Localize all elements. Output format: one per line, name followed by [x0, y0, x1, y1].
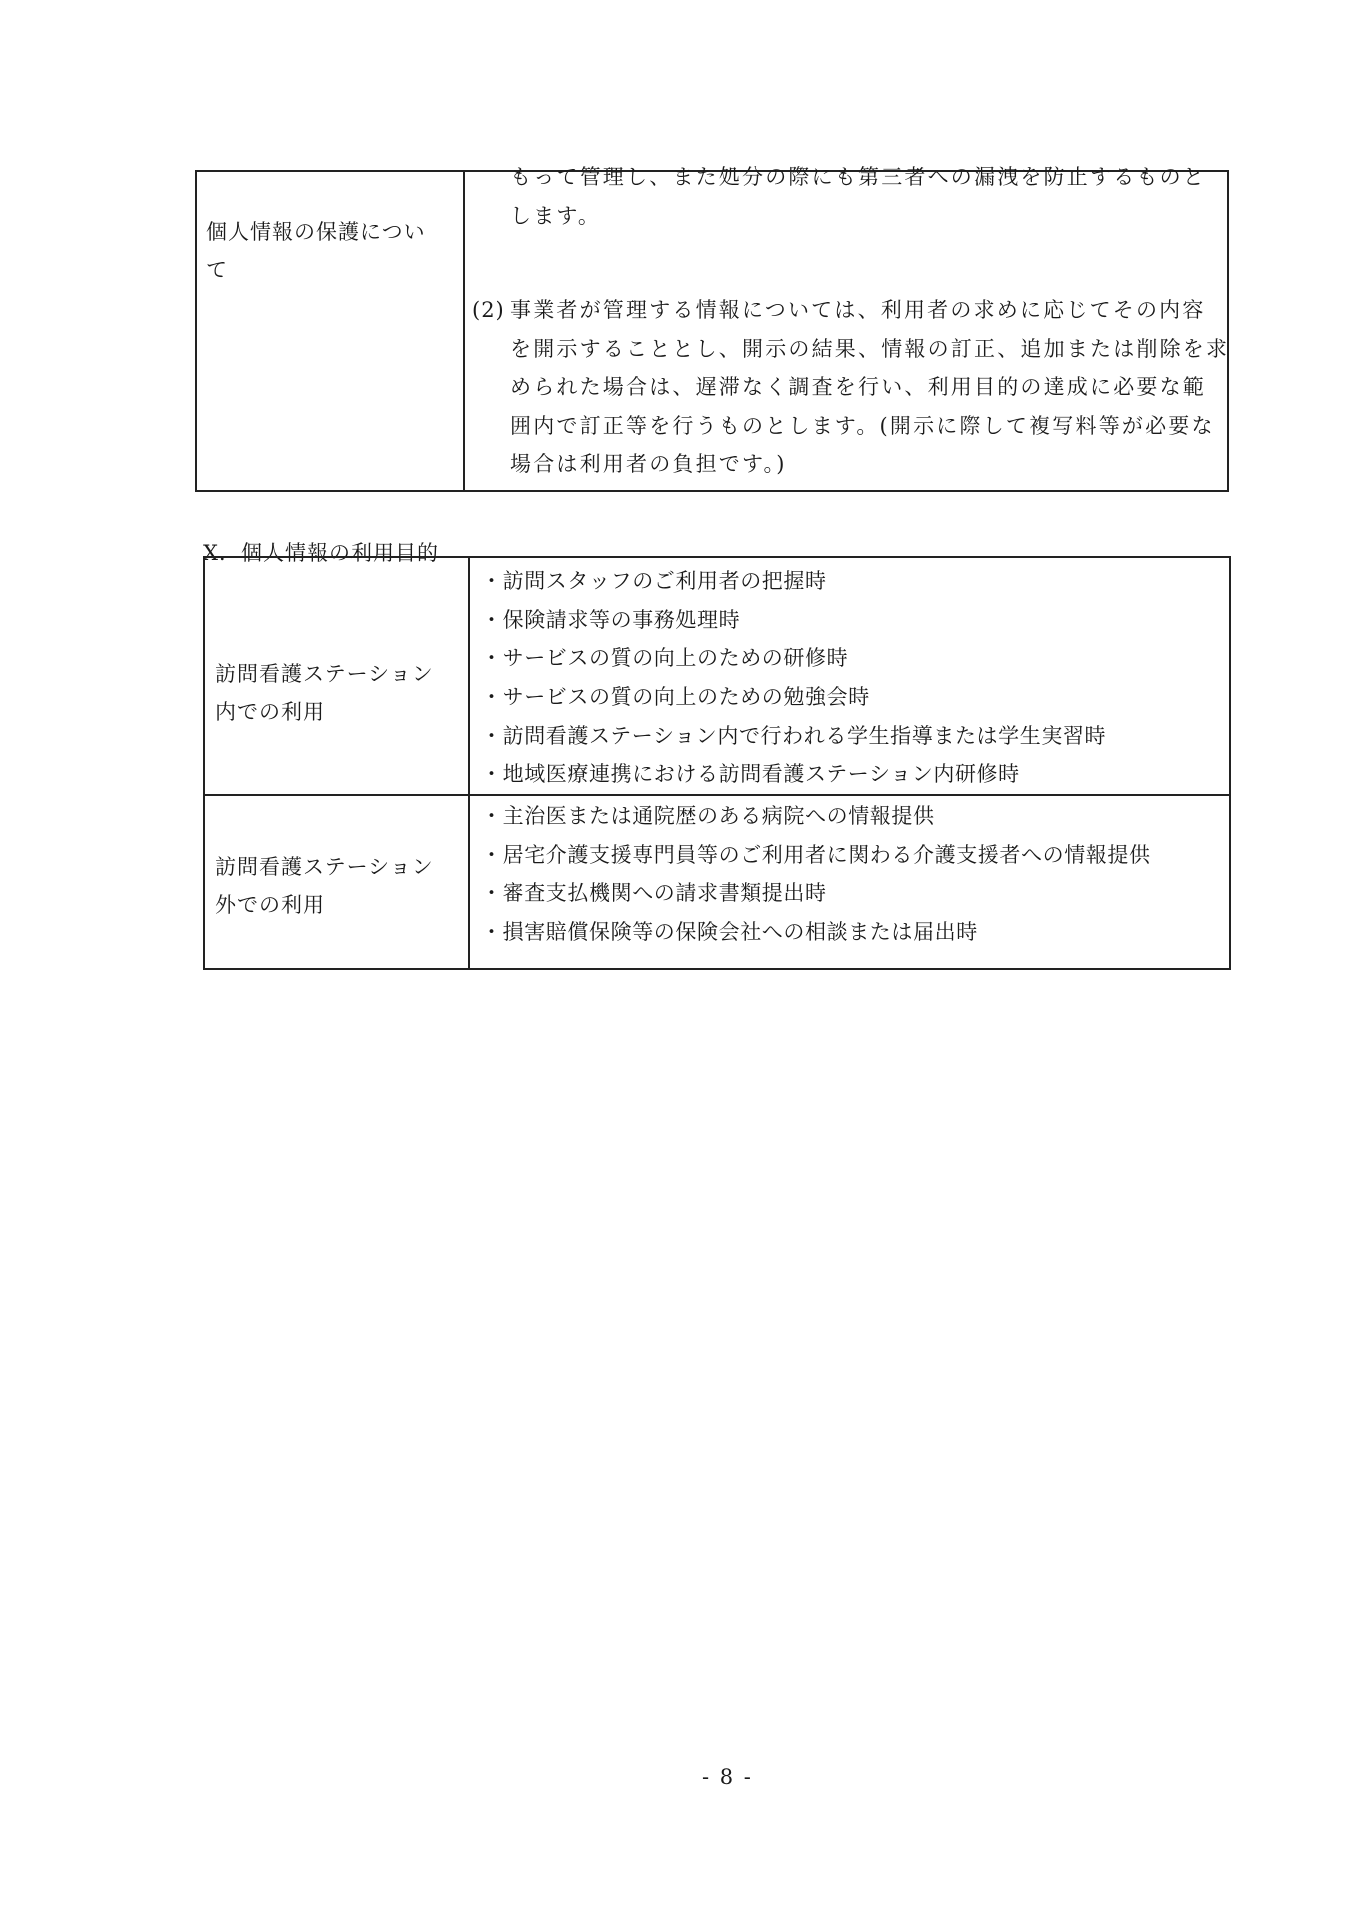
paragraph-line: められた場合は、遅滞なく調査を行い、利用目的の達成に必要な範: [510, 375, 1206, 399]
label-line: 内での利用: [215, 700, 325, 724]
list-item: ・保険請求等の事務処理時: [481, 607, 741, 632]
label-line: 外での利用: [215, 893, 325, 917]
list-item: ・損害賠償保険等の保険会社への相談または届出時: [481, 920, 978, 945]
list-item: ・審査支払機関への請求書類提出時: [481, 881, 827, 906]
table-column-divider: [468, 558, 470, 968]
list-item: ・主治医または通院歴のある病院への情報提供: [481, 804, 935, 828]
row-label-external: [215, 848, 434, 924]
label-line: 個人情報の保護につい: [206, 220, 426, 244]
item2-paragraph: [510, 291, 1229, 484]
paragraph-line: します。: [510, 203, 602, 228]
list-item: ・訪問スタッフのご利用者の把握時: [481, 569, 827, 593]
list-item: ・サービスの質の向上のための勉強会時: [481, 685, 870, 710]
paragraph-line: 場合は利用者の負担です。): [510, 452, 787, 476]
paragraph-line: もって管理し、また処分の際にも第三者への漏洩を防止するものと: [510, 165, 1206, 189]
privacy-label: [206, 213, 426, 289]
external-use-list: [481, 797, 1151, 952]
list-item: ・訪問看護ステーション内で行われる学生指導または学生実習時: [481, 723, 1107, 748]
label-line: 訪問看護ステーション: [215, 662, 434, 686]
label-line: て: [206, 258, 228, 282]
list-item: ・地域医療連携における訪問看護ステーション内研修時: [481, 762, 1020, 787]
label-line: 訪問看護ステーション: [215, 855, 434, 879]
row-label-internal: [215, 655, 434, 731]
section-heading: X．個人情報の利用目的: [203, 541, 439, 565]
list-item: ・居宅介護支援専門員等のご利用者に関わる介護支援者への情報提供: [481, 842, 1151, 867]
table-row-divider: [205, 794, 1229, 796]
paragraph-line: を開示することとし、開示の結果、情報の訂正、追加または削除を求: [510, 336, 1230, 361]
internal-use-list: [481, 562, 1106, 794]
paragraph-line: 囲内で訂正等を行うものとします。(開示に際して複写料等が必要な: [510, 413, 1215, 438]
table-column-divider: [463, 172, 465, 490]
list-item: ・サービスの質の向上のための研修時: [481, 646, 849, 671]
paragraph-line: 事業者が管理する情報については、利用者の求めに応じてその内容: [510, 298, 1206, 322]
continued-paragraph: [510, 158, 1206, 235]
item-number: (2): [472, 298, 505, 322]
page-number: - 8 -: [702, 1765, 753, 1789]
